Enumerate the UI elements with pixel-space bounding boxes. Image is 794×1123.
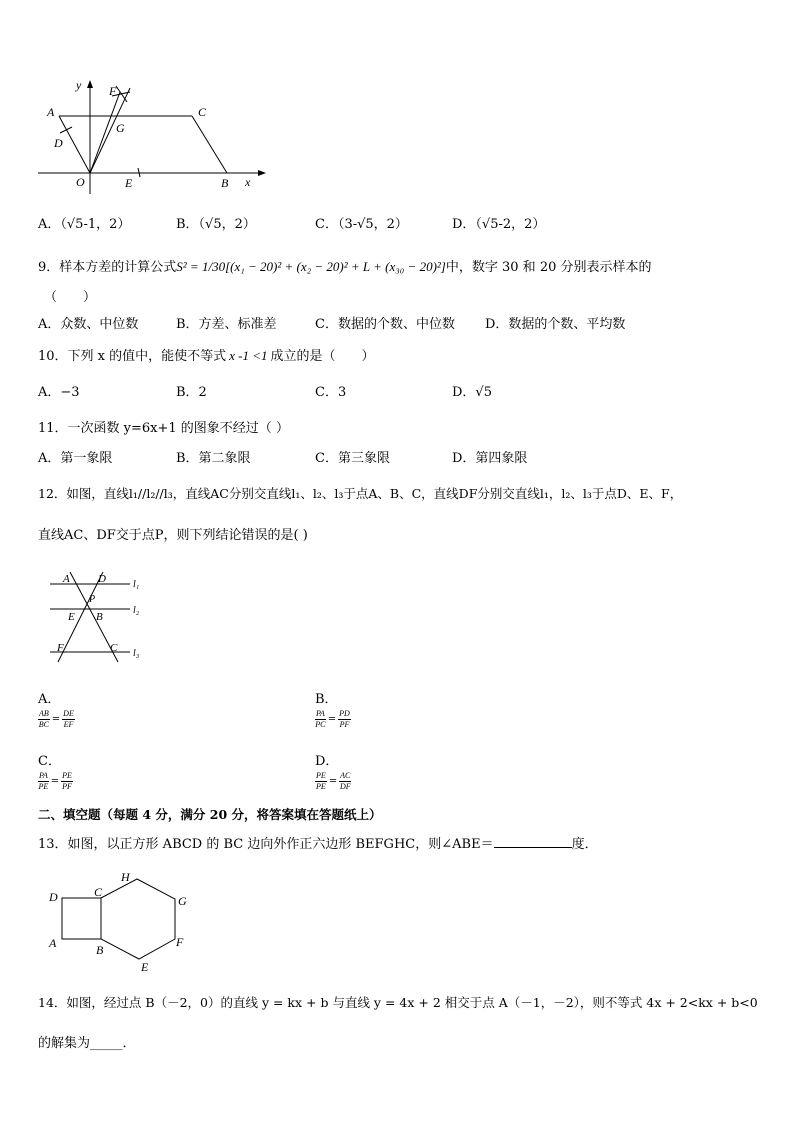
q8-option-c[interactable]: C．（3-√5，2） bbox=[315, 217, 408, 232]
q8-option-a[interactable]: A．（√5-1，2） bbox=[38, 217, 131, 232]
label-A: A bbox=[63, 573, 70, 585]
label-B: B bbox=[221, 176, 229, 190]
fraction: $\frac{PE}{PE}$ bbox=[316, 771, 326, 791]
label-E: E bbox=[68, 611, 75, 623]
q9-option-d[interactable]: D．数据的个数、平均数 bbox=[485, 317, 626, 332]
q12-option-a[interactable]: A． $\frac{AB}{BC}$ = $\frac{DE}{EF}$ bbox=[38, 688, 75, 730]
q12-option-b-letter: B． bbox=[315, 692, 338, 707]
q11-option-c[interactable]: C．第三象限 bbox=[315, 451, 390, 466]
label-C: C bbox=[198, 105, 207, 119]
q8-option-d[interactable]: D．（√5-2，2） bbox=[452, 217, 546, 232]
section-heading: 二、填空题（每题 4 分，满分 20 分，将答案填在答题纸上） bbox=[38, 807, 382, 822]
label-F: F bbox=[176, 935, 184, 949]
label-D: D bbox=[49, 890, 58, 904]
label-P: P bbox=[89, 594, 96, 605]
label-F: F bbox=[109, 84, 117, 98]
fraction: $\frac{DE}{EF}$ bbox=[63, 709, 74, 729]
q14-stem-line1: 14．如图，经过点 B（－2，0）的直线 y = kx + b 与直线 y = 4x + 2 相交于点 A（－1，－2），则不等式 4x + 2<kx + b<0 bbox=[38, 995, 758, 1010]
q13-stem-a: 13．如图，以正方形 ABCD 的 BC 边向外作正六边形 BEFGHC，则∠ABE＝ bbox=[38, 837, 494, 852]
fraction: $\frac{AC}{DF}$ bbox=[339, 771, 351, 791]
q13-stem bbox=[38, 833, 598, 852]
label-A: A bbox=[47, 105, 55, 119]
fraction: $\frac{AB}{BC}$ bbox=[38, 709, 49, 729]
q12-option-a-letter: A． bbox=[38, 692, 61, 707]
label-B: B bbox=[96, 943, 104, 957]
fraction: $\frac{PA}{PC}$ bbox=[315, 709, 326, 729]
q11-option-b[interactable]: B．第二象限 bbox=[176, 451, 251, 466]
q10-option-c[interactable]: C．3 bbox=[315, 385, 347, 400]
label-E: E bbox=[141, 960, 149, 974]
figure-q13-square-hexagon bbox=[40, 868, 200, 978]
fraction: $\frac{PE}{PF}$ bbox=[62, 771, 72, 791]
q12-option-b[interactable]: B． $\frac{PA}{PC}$ = $\frac{PD}{PF}$ bbox=[315, 688, 351, 730]
label-D: D bbox=[98, 573, 106, 585]
label-l2: l₂ bbox=[133, 605, 140, 616]
label-E: E bbox=[125, 176, 133, 190]
label-B: B bbox=[96, 611, 103, 623]
label-A: A bbox=[49, 936, 57, 950]
q11-option-d[interactable]: D．第四象限 bbox=[452, 451, 528, 466]
q10-stem-a: 10．下列 x 的值中，能使不等式 bbox=[38, 349, 227, 364]
figure-q12-parallel-lines bbox=[40, 566, 150, 666]
label-l1: l₁ bbox=[133, 579, 140, 590]
q8-option-b[interactable]: B．（√5，2） bbox=[176, 217, 256, 232]
label-y: y bbox=[76, 78, 82, 92]
q12-option-c[interactable]: C． $\frac{PA}{PE}$ = $\frac{PE}{PF}$ bbox=[38, 750, 73, 792]
q12-option-d-letter: D． bbox=[315, 754, 339, 769]
label-l3: l₃ bbox=[133, 648, 140, 659]
label-G: G bbox=[178, 894, 187, 908]
figure-q8-coordinate bbox=[30, 76, 270, 196]
q9-suffix: 中，数字 30 和 20 分别表示样本的 bbox=[445, 260, 652, 275]
q10-stem bbox=[38, 345, 375, 364]
q9-option-a[interactable]: A．众数、中位数 bbox=[38, 317, 139, 332]
fraction: $\frac{PA}{PE}$ bbox=[38, 771, 49, 791]
label-O: O bbox=[76, 175, 85, 189]
fraction: $\frac{PD}{PF}$ bbox=[339, 709, 350, 729]
label-C: C bbox=[94, 885, 103, 899]
q10-inequality: x -1 <1 bbox=[229, 348, 268, 363]
q12-option-c-letter: C． bbox=[38, 754, 61, 769]
q11-stem: 11．一次函数 y=6x+1 的图象不经过（ ） bbox=[38, 421, 289, 436]
q13-stem-b: 度． bbox=[571, 837, 598, 852]
q9-paren: （ ） bbox=[44, 290, 97, 305]
q10-stem-b: 成立的是（ ） bbox=[270, 349, 375, 364]
label-F: F bbox=[57, 642, 64, 654]
q10-option-a[interactable]: A．−3 bbox=[38, 385, 80, 400]
label-x: x bbox=[245, 175, 251, 189]
label-D: D bbox=[54, 136, 63, 150]
label-C: C bbox=[110, 642, 118, 654]
q9-option-b[interactable]: B．方差、标准差 bbox=[176, 317, 277, 332]
q9-option-c[interactable]: C．数据的个数、中位数 bbox=[315, 317, 455, 332]
q9-formula: S² = 1/30[(x₁ − 20)² + (x₂ − 20)² + L + (x₃₀ − 20)²] bbox=[176, 259, 446, 274]
q14-stem-line2: 的解集为_____． bbox=[38, 1036, 136, 1051]
q9-stem bbox=[38, 256, 652, 275]
q12-option-d[interactable]: D． $\frac{PE}{PE}$ = $\frac{AC}{DF}$ bbox=[315, 750, 351, 792]
label-H: H bbox=[121, 870, 130, 884]
q12-stem-line1: 12．如图，直线l₁//l₂//l₃，直线AC分别交直线l₁、l₂、l₃于点A、B、C，直线DF分别交直线l₁，l₂、l₃于点D、E、F， bbox=[38, 486, 683, 501]
label-G: G bbox=[116, 121, 125, 135]
q13-answer-blank[interactable] bbox=[494, 847, 572, 848]
q10-option-b[interactable]: B．2 bbox=[176, 385, 207, 400]
q10-option-d[interactable]: D．√5 bbox=[452, 385, 492, 400]
q11-option-a[interactable]: A．第一象限 bbox=[38, 451, 113, 466]
q9-prefix: 9．样本方差的计算公式 bbox=[38, 260, 177, 275]
q12-stem-line2: 直线AC、DF交于点P，则下列结论错误的是( ) bbox=[38, 528, 308, 543]
